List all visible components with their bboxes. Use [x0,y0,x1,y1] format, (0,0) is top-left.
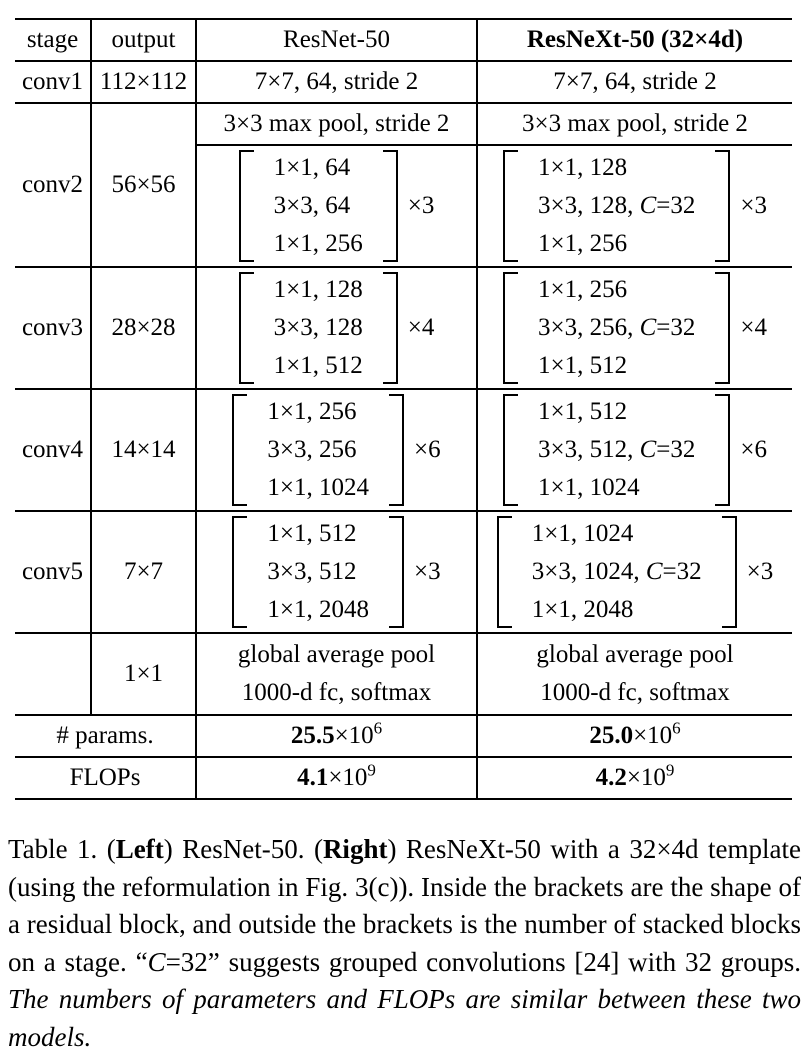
group-count-var: C [639,436,657,463]
cell-flops-label: FLOPs [15,757,196,799]
pool-line: global average pool [536,641,734,668]
block-lines [267,513,369,631]
block-line: 1×1, 512 [267,520,357,547]
block-lines [538,269,695,387]
caption-bold-right: Right [322,834,388,864]
left-bracket [232,394,247,506]
right-bracket [715,272,730,384]
block-multiplier: ×4 [740,314,767,341]
header-stage: stage [15,19,91,61]
exponent: 9 [367,760,376,780]
row-flops [15,757,792,799]
right-bracket [715,150,730,262]
block-line: 1×1, 64 [273,154,351,181]
cell-params-resnext [477,715,792,757]
cell-conv5-resnet-block [196,511,477,633]
block-lines [267,391,369,509]
row-params [15,715,792,757]
residual-block [478,147,792,265]
caption-bold-left: Left [115,834,164,864]
block-multiplier: ×4 [407,314,435,341]
block-line: 1×1, 2048 [531,596,634,623]
cell-conv1-resnext: 7×7, 64, stride 2 [477,61,792,103]
block-line: 1×1, 1024 [531,520,634,547]
cell-poolfc-stage [15,633,91,715]
pool-fc-lines [197,636,476,712]
table-caption [8,831,801,1056]
caption-text: Table 1. ( [8,834,116,864]
block-multiplier: ×3 [414,558,441,585]
fc-line: 1000-d fc, softmax [241,679,432,706]
block-line: 1×1, 512 [273,352,363,379]
left-bracket [239,272,254,384]
right-bracket [383,150,398,262]
block-line: 3×3, 128 [273,314,363,341]
text-run: =32 [656,436,696,463]
left-bracket [232,516,247,628]
caption-text: ) ResNet-50. ( [163,834,323,864]
row-conv4 [15,389,792,511]
fc-line: 1000-d fc, softmax [540,679,730,706]
cell-conv2-output: 56×56 [91,103,196,267]
row-conv1 [15,61,792,103]
text-run: 3×3, 1024, [531,558,646,585]
caption-text: ) ResNeXt-50 with a 32×4d template (using the reformulation in Fig. 3(c)). Inside the brackets are the shape of a residual block, and outside the brackets is the number of stacked blocks on a stage. “ [8,834,801,977]
right-bracket [715,394,730,506]
block-line: 1×1, 256 [537,276,628,303]
cell-conv5-resnext-block [477,511,792,633]
cell-conv2-resnext-pool: 3×3 max pool, stride 2 [477,103,792,145]
cell-conv5-output: 7×7 [91,511,196,633]
left-bracket [503,394,518,506]
text-run: 3×3, 256, [537,314,640,341]
block-line: 1×1, 1024 [537,474,640,501]
left-bracket [239,150,254,262]
row-conv3 [15,267,792,389]
caption-italic-note: The numbers of parameters and FLOPs are similar between these two models. [8,984,801,1052]
text-run: =32 [656,192,696,219]
cell-flops-resnext [477,757,792,799]
cell-conv4-output: 14×14 [91,389,196,511]
pool-fc-lines [478,636,792,712]
cell-conv2-resnet-block [196,145,477,267]
cell-conv3-stage: conv3 [15,267,91,389]
right-bracket [389,394,404,506]
exponent: 6 [373,718,383,738]
right-bracket [389,516,404,628]
block-lines [274,147,363,265]
cell-poolfc-resnext [477,633,792,715]
left-bracket [497,516,512,628]
block-line: 1×1, 256 [537,230,628,257]
group-count-var: C [639,192,657,219]
cell-conv1-stage: conv1 [15,61,91,103]
cell-flops-resnet [196,757,477,799]
block-line [538,309,695,347]
cell-conv4-resnet-block [196,389,477,511]
block-line: 1×1, 128 [273,276,363,303]
cell-conv3-resnext-block [477,267,792,389]
base: ×10 [328,764,368,791]
residual-block [197,391,476,509]
residual-block [478,269,792,387]
row-conv5 [15,511,792,633]
cell-conv4-stage: conv4 [15,389,91,511]
text-run: =32 [656,314,696,341]
cell-conv1-resnet: 7×7, 64, stride 2 [196,61,477,103]
group-count-var: C [645,558,663,585]
cell-conv4-resnext-block [477,389,792,511]
cell-conv2-resnext-block [477,145,792,267]
header-resnext: ResNeXt-50 (32×4d) [477,19,792,61]
cell-conv3-resnet-block [196,267,477,389]
residual-block [197,269,476,387]
block-line: 1×1, 1024 [267,474,369,501]
block-line: 1×1, 2048 [267,596,369,623]
block-line: 1×1, 256 [273,230,363,257]
residual-block [478,513,792,631]
right-bracket [722,516,737,628]
residual-block [197,513,476,631]
caption-var-c: C [147,946,166,977]
cell-params-label: # params. [15,715,196,757]
base: ×10 [633,722,673,749]
mantissa: 4.2 [595,764,627,791]
base: ×10 [626,764,666,791]
block-line: 1×1, 128 [537,154,628,181]
block-multiplier: ×3 [740,192,767,219]
block-lines [538,391,695,509]
block-line [538,431,695,469]
cell-conv2-stage: conv2 [15,103,91,267]
pool-line: global average pool [237,641,436,668]
architecture-table [15,18,792,800]
text-run: 3×3, 128, [537,192,640,219]
exponent: 6 [672,718,681,738]
header-resnet: ResNet-50 [196,19,477,61]
cell-poolfc-resnet [196,633,477,715]
mantissa: 4.1 [297,764,329,791]
header-row [15,19,792,61]
right-bracket [383,272,398,384]
row-conv2-pool [15,103,792,145]
block-line: 3×3, 64 [273,192,351,219]
block-multiplier: ×3 [407,192,435,219]
cell-poolfc-output: 1×1 [91,633,196,715]
header-output: output [91,19,196,61]
block-multiplier: ×6 [740,436,767,463]
text-run: 3×3, 512, [537,436,640,463]
block-line: 1×1, 512 [537,398,628,425]
mantissa: 25.5 [290,722,335,749]
block-line: 1×1, 256 [267,398,357,425]
exponent: 9 [665,760,675,780]
caption-text: =32” suggests grouped convolutions [24] with 32 groups. [165,946,802,977]
base: ×10 [334,722,374,749]
text-run: =32 [662,558,702,585]
block-lines [538,147,695,265]
cell-conv2-resnet-pool: 3×3 max pool, stride 2 [196,103,477,145]
left-bracket [503,150,518,262]
group-count-var: C [639,314,657,341]
residual-block [197,147,476,265]
row-pool-fc [15,633,792,715]
block-line: 3×3, 512 [267,558,357,585]
block-line [538,187,695,225]
block-multiplier: ×6 [414,436,441,463]
cell-conv1-output: 112×112 [91,61,196,103]
block-line [532,553,702,591]
block-lines [274,269,363,387]
block-lines [532,513,702,631]
block-multiplier: ×3 [746,558,774,585]
cell-conv5-stage: conv5 [15,511,91,633]
mantissa: 25.0 [589,722,634,749]
cell-conv3-output: 28×28 [91,267,196,389]
block-line: 3×3, 256 [267,436,357,463]
residual-block [478,391,792,509]
cell-params-resnet [196,715,477,757]
block-line: 1×1, 512 [537,352,628,379]
left-bracket [503,272,518,384]
